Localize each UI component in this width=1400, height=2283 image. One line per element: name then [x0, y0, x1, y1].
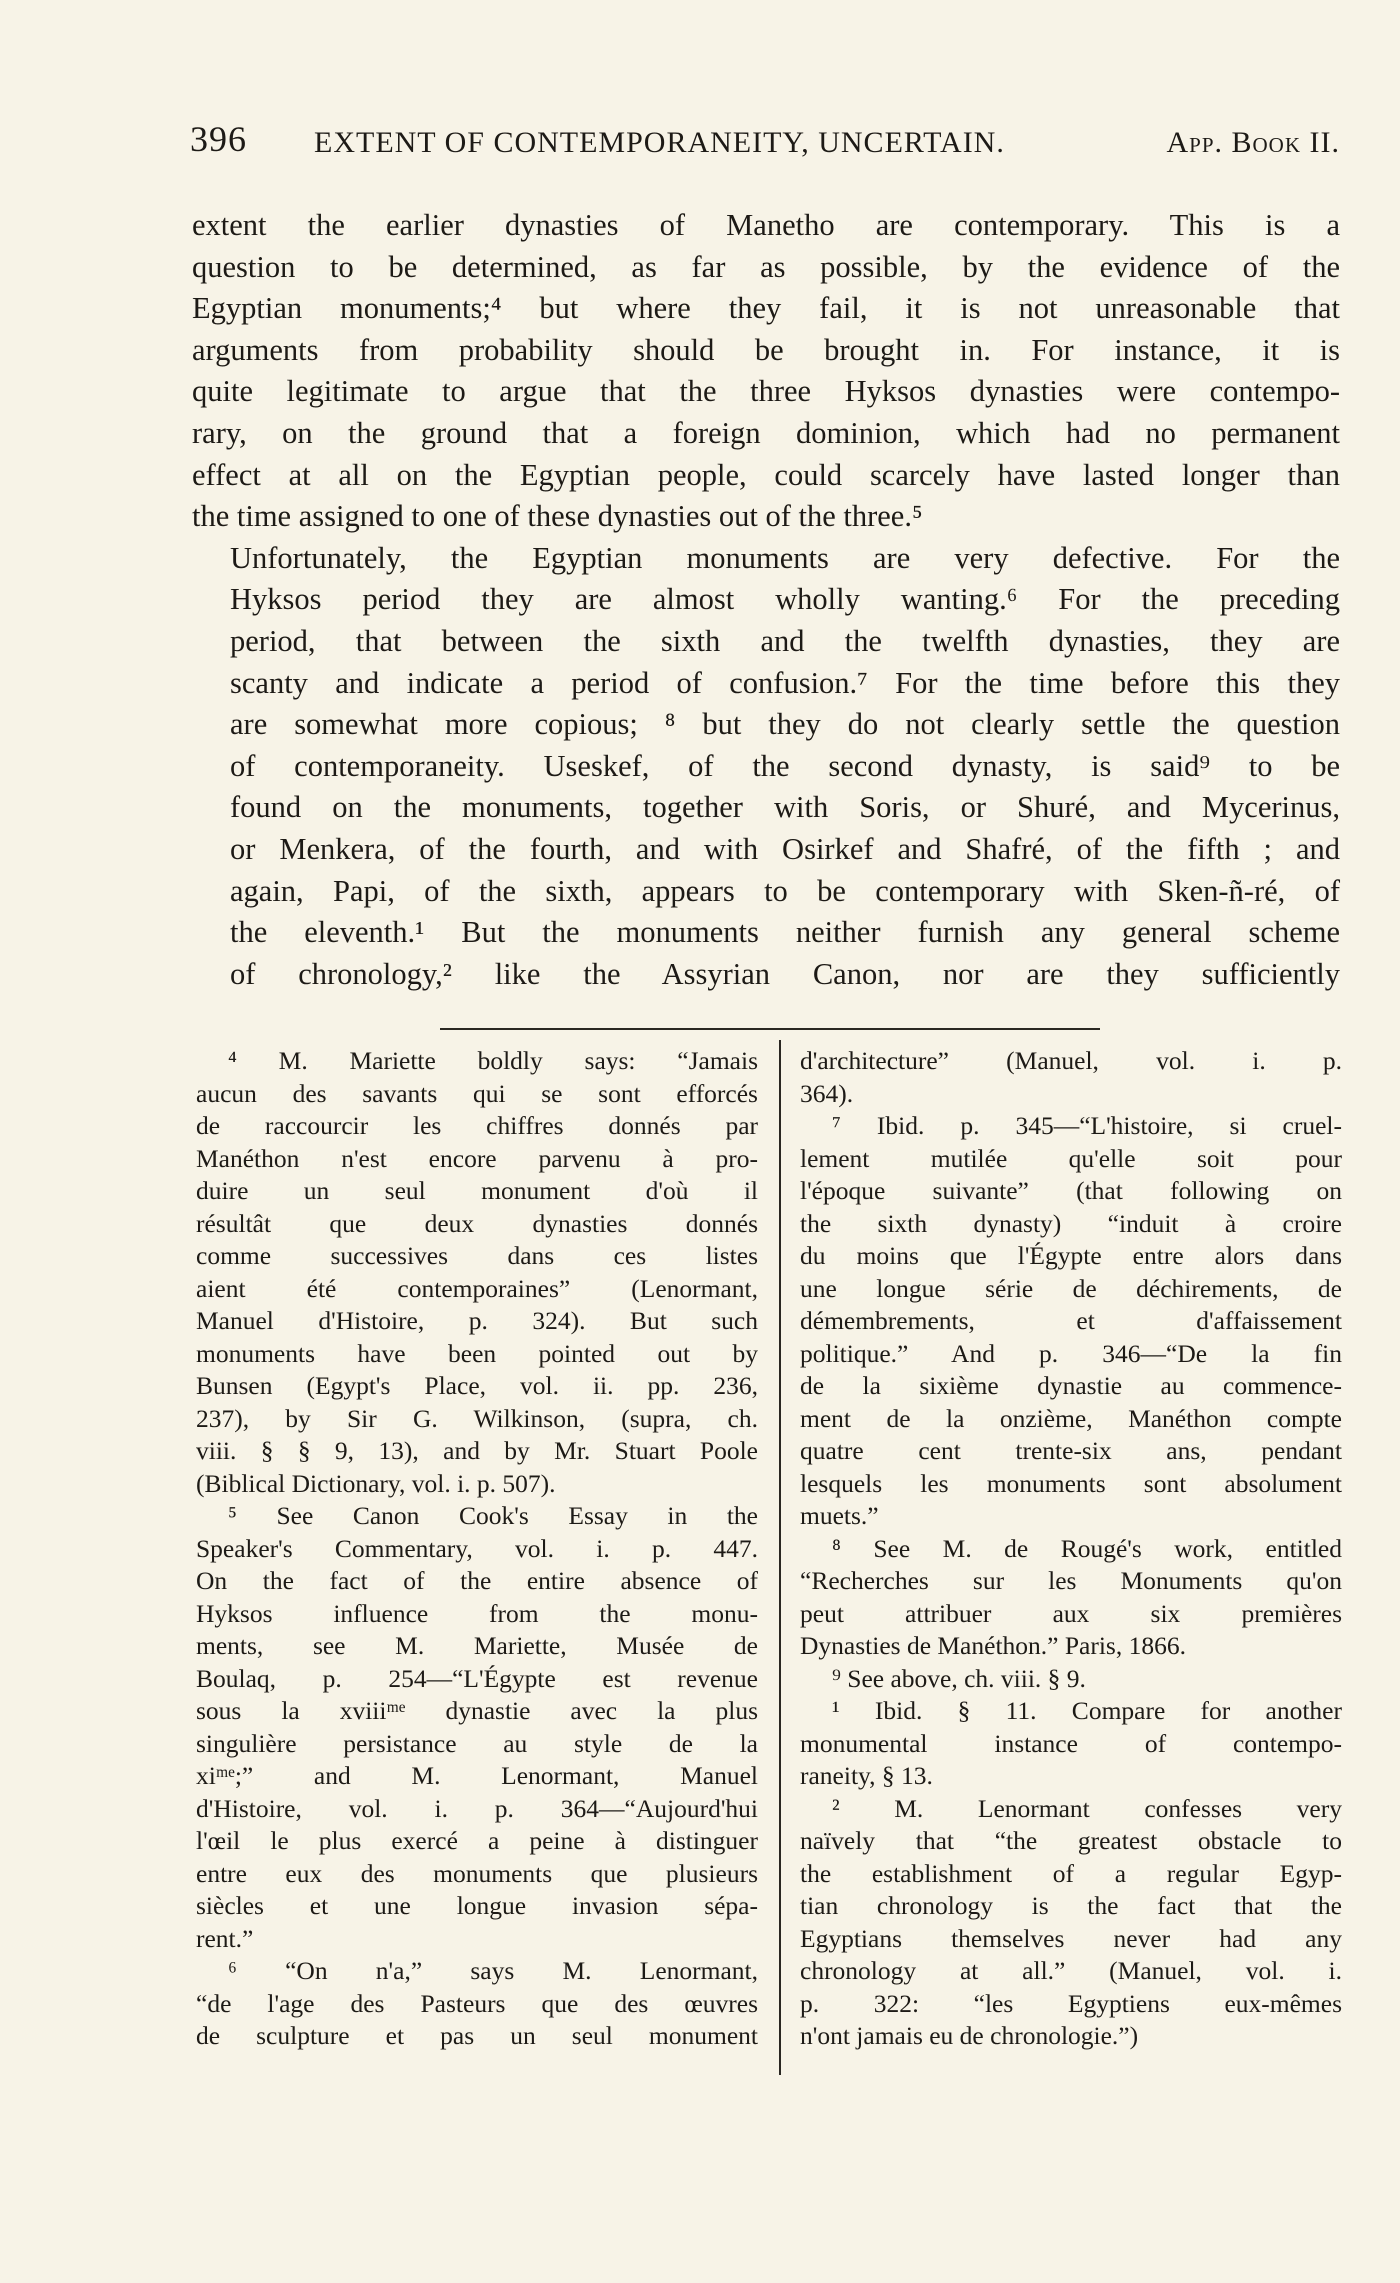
footnote-line: l'époque suivante” (that following on: [800, 1176, 1342, 1205]
text-line: arguments from probability should be brought in. For instance, it is: [192, 332, 1340, 367]
footnote-line: the establishment of a regular Egyp-: [800, 1858, 1342, 1888]
footnote-line: duire un seul monument d'où il: [196, 1176, 758, 1205]
footnote-line: monumental instance of contempo-: [800, 1728, 1342, 1758]
footnote-line: d'Histoire, vol. i. p. 364—“Aujourd'hui: [196, 1793, 758, 1823]
text-line: question to be determined, as far as possible, by the evidence of the: [192, 249, 1340, 284]
footnote-line: Dynasties de Manéthon.” Paris, 1866.: [800, 1631, 1186, 1660]
footnotes-right-column: [800, 1045, 1342, 2053]
main-text: [192, 205, 1340, 995]
footnote-line: singulière persistance au style de la: [196, 1728, 758, 1758]
footnote-line: peut attribuer aux six premières: [800, 1598, 1342, 1628]
footnote-line: d'architecture” (Manuel, vol. i. p.: [800, 1046, 1342, 1075]
footnote-separator-rule: [440, 1028, 1100, 1030]
footnote-line: comme successives dans ces listes: [196, 1241, 758, 1270]
footnote-line: Boulaq, p. 254—“L'Égypte est revenue: [196, 1663, 758, 1693]
text-line: found on the monuments, together with Soris, or Shuré, and Mycerinus,: [230, 790, 1340, 825]
footnote-line: du moins que l'Égypte entre alors dans: [800, 1241, 1342, 1270]
paragraph-2: [192, 538, 1340, 996]
footnote-line: “de l'age des Pasteurs que des œuvres: [196, 1988, 758, 2018]
footnote-line: ⁸ See M. de Rougé's work, entitled: [832, 1533, 1342, 1563]
footnote-line: On the fact of the entire absence of: [196, 1566, 758, 1595]
footnote-line: chronology at all.” (Manuel, vol. i.: [800, 1956, 1342, 1985]
footnote-line: de la sixième dynastie au commence-: [800, 1371, 1342, 1400]
footnote-line: quatre cent trente-six ans, pendant: [800, 1436, 1342, 1465]
running-header: [190, 118, 1340, 168]
text-line: are somewhat more copious; ⁸ but they do not clearly settle the question: [230, 707, 1340, 742]
footnote-line: Hyksos influence from the monu-: [196, 1598, 758, 1628]
running-title: EXTENT OF CONTEMPORANEITY, UNCERTAIN.: [314, 126, 1005, 159]
text-line: Hyksos period they are almost wholly wanting.⁶ For the preceding: [230, 582, 1340, 617]
footnote-line: muets.”: [800, 1501, 879, 1530]
footnote-line: lesquels les monuments sont absolument: [800, 1468, 1342, 1498]
footnote-line: résultât que deux dynasties donnés: [196, 1208, 758, 1238]
footnote-line: (Biblical Dictionary, vol. i. p. 507).: [196, 1468, 556, 1498]
footnote-line: ⁴ M. Mariette boldly says: “Jamais: [228, 1046, 758, 1075]
text-line: quite legitimate to argue that the three Hyksos dynasties were contempo-: [192, 374, 1340, 409]
footnote-line: naïvely that “the greatest obstacle to: [800, 1826, 1342, 1855]
text-line: or Menkera, of the fourth, and with Osirkef and Shafré, of the fifth ; and: [230, 831, 1340, 866]
footnote-line: Speaker's Commentary, vol. i. p. 447.: [196, 1533, 758, 1563]
section-label: App. Book II.: [1166, 126, 1340, 159]
footnote-line: monuments have been pointed out by: [196, 1338, 758, 1368]
text-line: of contemporaneity. Useskef, of the second dynasty, is said⁹ to be: [230, 748, 1340, 783]
footnote-line: ¹ Ibid. § 11. Compare for another: [832, 1696, 1342, 1725]
footnote-line: entre eux des monuments que plusieurs: [196, 1858, 758, 1888]
footnote-line: p. 322: “les Egyptiens eux-mêmes: [800, 1988, 1342, 2018]
footnote-line: ⁷ Ibid. p. 345—“L'histoire, si cruel-: [832, 1111, 1342, 1140]
text-line: rary, on the ground that a foreign dominion, which had no permanent: [192, 415, 1340, 450]
footnote-line: siècles et une longue invasion sépa-: [196, 1891, 758, 1920]
footnote-line: the sixth dynasty) “induit à croire: [800, 1208, 1342, 1238]
footnote-column-divider: [779, 1040, 781, 2075]
text-line: period, that between the sixth and the twelfth dynasties, they are: [230, 623, 1340, 658]
footnote-line: n'ont jamais eu de chronologie.”): [800, 2021, 1139, 2050]
footnote-line: Manuel d'Histoire, p. 324). But such: [196, 1306, 758, 1335]
footnote-line: démembrements, et d'affaissement: [800, 1306, 1342, 1335]
text-line: scanty and indicate a period of confusion.⁷ For the time before this they: [230, 665, 1340, 700]
footnote-line: ments, see M. Mariette, Musée de: [196, 1631, 758, 1660]
footnote-line: raneity, § 13.: [800, 1761, 933, 1790]
footnote-line: politique.” And p. 346—“De la fin: [800, 1338, 1342, 1368]
footnote-line: ment de la onzième, Manéthon compte: [800, 1403, 1342, 1433]
footnote-line: aient été contemporaines” (Lenormant,: [196, 1273, 758, 1303]
text-line: again, Papi, of the sixth, appears to be contemporary with Sken-ñ-ré, of: [230, 873, 1340, 908]
text-line: effect at all on the Egyptian people, could scarcely have lasted longer than: [192, 457, 1340, 492]
footnote-line: xiᵐᵉ;” and M. Lenormant, Manuel: [196, 1761, 758, 1790]
text-line: the time assigned to one of these dynasties out of the three.⁵: [192, 499, 923, 534]
footnote-line: Bunsen (Egypt's Place, vol. ii. pp. 236,: [196, 1371, 758, 1400]
text-line: of chronology,² like the Assyrian Canon, nor are they sufficiently: [230, 956, 1340, 991]
footnote-line: ⁹ See above, ch. viii. § 9.: [832, 1663, 1086, 1693]
footnote-line: rent.”: [196, 1923, 254, 1953]
footnote-line: de sculpture et pas un seul monument: [196, 2021, 758, 2050]
footnote-line: viii. § § 9, 13), and by Mr. Stuart Poole: [196, 1436, 758, 1465]
footnote-line: 364).: [800, 1078, 854, 1108]
footnote-line: ² M. Lenormant confesses very: [832, 1793, 1342, 1823]
footnote-line: tian chronology is the fact that the: [800, 1891, 1342, 1920]
footnote-line: sous la xviiiᵐᵉ dynastie avec la plus: [196, 1696, 758, 1725]
footnote-line: une longue série de déchirements, de: [800, 1273, 1342, 1303]
footnote-line: aucun des savants qui se sont efforcés: [196, 1078, 758, 1108]
footnote-line: l'œil le plus exercé a peine à distinguer: [196, 1826, 758, 1855]
footnote-line: 237), by Sir G. Wilkinson, (supra, ch.: [196, 1403, 758, 1433]
footnote-line: ⁵ See Canon Cook's Essay in the: [228, 1501, 758, 1530]
text-line: Unfortunately, the Egyptian monuments are very defective. For the: [230, 540, 1340, 575]
text-line: the eleventh.¹ But the monuments neither furnish any general scheme: [230, 915, 1340, 950]
footnote-line: lement mutilée qu'elle soit pour: [800, 1143, 1342, 1173]
footnote-line: de raccourcir les chiffres donnés par: [196, 1111, 758, 1140]
footnote-line: ⁶ “On n'a,” says M. Lenormant,: [228, 1956, 758, 1985]
footnotes-left-column: [196, 1045, 758, 2053]
footnote-line: Manéthon n'est encore parvenu à pro-: [196, 1143, 758, 1173]
paragraph-1: [192, 205, 1340, 538]
footnote-line: “Recherches sur les Monuments qu'on: [800, 1566, 1342, 1595]
text-line: extent the earlier dynasties of Manetho are contemporary. This is a: [192, 208, 1340, 242]
footnote-line: Egyptians themselves never had any: [800, 1923, 1342, 1953]
text-line: Egyptian monuments;⁴ but where they fail, it is not unreasonable that: [192, 291, 1340, 326]
page-number: 396: [190, 119, 247, 159]
